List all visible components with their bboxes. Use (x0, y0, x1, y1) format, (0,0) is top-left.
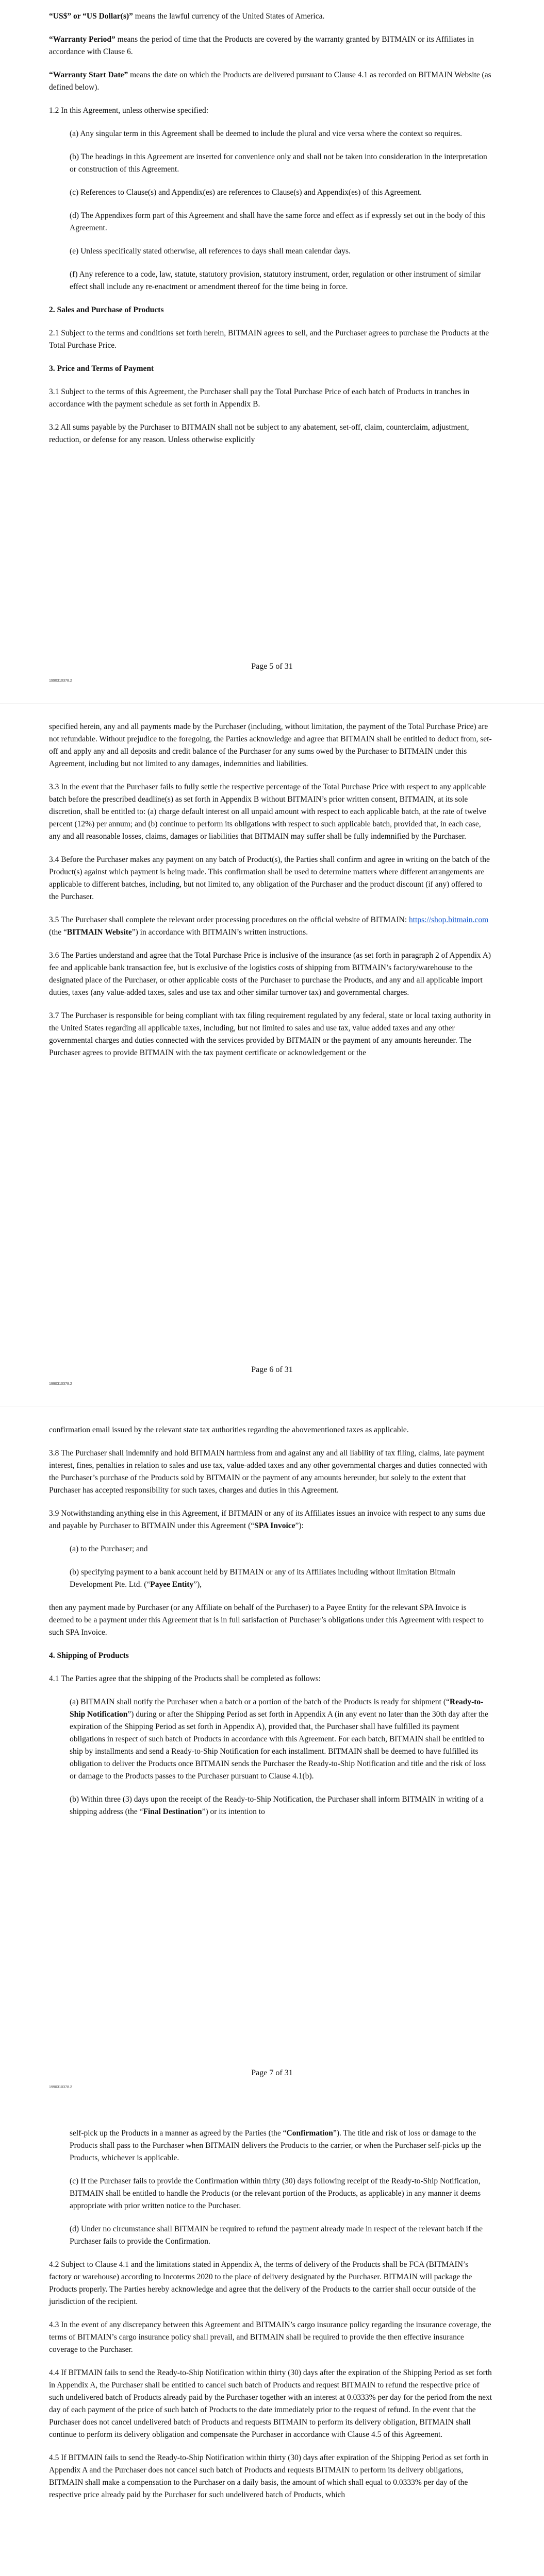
clause-paragraph: 4.5 If BITMAIN fails to send the Ready-to-Ship Notification within thirty (30) days after expiration of the Shipping Period as set forth in Appendix A and the Purchaser does not cancel such batch of Products and requests BITMAIN to perform its delivery obligations, BITMAIN shall make a compensation to the Purchaser on a daily basis, the amount of which shall equal to 0.0333% per day of the respective price already paid by the Purchaser for such undelivered batch of Products, which (49, 2453, 488, 2499)
sub-clause-paragraph: (a) to the Purchaser; and (70, 1545, 148, 1553)
clause-paragraph: 3.1 Subject to the terms of this Agreement, the Purchaser shall pay the Total Purchase Price of each batch of Products in tranches in accordance with the payment schedule as set forth in Appendix B. (49, 387, 470, 409)
clause-paragraph: 4.2 Subject to Clause 4.1 and the limitations stated in Appendix A, the terms of delivery of the Products shall be FCA (BITMAIN’s factory or warehouse) according to Incoterms 2020 to the place of delivery designated by the Purchaser. BITMAIN will package the Products properly. The Parties hereby acknowledge and agree that the delivery of the Products to the carrier shall occur outside of the jurisdiction of the recipient. (49, 2260, 476, 2306)
document-id-footer: 1990310378.2 (49, 2086, 72, 2089)
sub-clause-paragraph (70, 1696, 492, 1783)
page-content (49, 1424, 492, 1829)
sub-clause-paragraph: (c) If the Purchaser fails to provide the Confirmation within thirty (30) days following receipt of the Ready-to-Ship Notification, BITMAIN shall be entitled to handle the Products (or the relevant portion of the Products, as applicable) in any manner it deems appropriate with prior written notice to the Purchaser. (70, 2177, 481, 2210)
sub-clause-paragraph (70, 1793, 492, 1818)
section-heading: 3. Price and Terms of Payment (49, 364, 154, 373)
page-number: Page 7 of 31 (251, 2069, 293, 2077)
defined-term: Ready-to-Ship Notification (70, 1698, 484, 1719)
document-page (0, 703, 544, 1406)
clause-paragraph: 3.6 The Parties understand and agree that the Total Purchase Price is inclusive of the insurance (as set forth in paragraph 2 of Appendix A) fee and applicable bank transaction fee, but is exclusive of the logistics costs of shipping from BITMAIN’s factory/warehouse to the designated place of the Purchaser, or other applicable costs of the Purchaser to purchase the Products, and any and all applicable import duties, taxes (any value-added taxes, sales and use tax and other similar turnover tax) and governmental charges. (49, 951, 491, 997)
definition-text: means the date on which the Products are delivered pursuant to Clause 4.1 as recorded on BITMAIN Website (as defined below). (49, 71, 491, 92)
clause-text: 3.9 Notwithstanding anything else in this Agreement, if BITMAIN or any of its Affiliates issues an invoice with respect to any sums due and payable by Purchaser to BITMAIN under this Agreement (“ (49, 1509, 486, 1530)
clause-paragraph: 4.3 In the event of any discrepancy between this Agreement and BITMAIN’s cargo insurance policy regarding the insurance coverage, the terms of BITMAIN’s cargo insurance policy shall prevail, and BITMAIN shall be required to provide the then effective insurance coverage to the Purchaser. (49, 2320, 491, 2354)
defined-term: “US$” or “US Dollar(s)” (49, 12, 133, 21)
document-id-footer: 1990310378.2 (49, 679, 72, 683)
sub-clause-paragraph: (c) References to Clause(s) and Appendix(es) are references to Clause(s) and Appendix(es) of this Agreement. (70, 188, 422, 197)
clause-text: (b) specifying payment to a bank account held by BITMAIN or any of its Affiliates including without limitation Bitmain Development Pte. Ltd. (“ (70, 1568, 455, 1589)
clause-paragraph: 1.2 In this Agreement, unless otherwise specified: (49, 106, 209, 115)
clause-text: ”), (193, 1580, 202, 1589)
document-page (0, 2110, 544, 2576)
section-heading: 2. Sales and Purchase of Products (49, 306, 164, 314)
bitmain-website-link[interactable]: https://shop.bitmain.com (409, 916, 489, 924)
defined-term: “Warranty Start Date” (49, 71, 128, 79)
defined-term: Payee Entity (150, 1580, 194, 1589)
defined-term: Final Destination (143, 1807, 202, 1816)
clause-paragraph: 3.4 Before the Purchaser makes any payment on any batch of Product(s), the Parties shall confirm and agree in writing on the batch of the Product(s) against which payment is being made. This confirmation shall be used to determine matters where different arrangements are applicable to different batches, including, but not limited to, any obligation of the Purchaser and the product discount (if any) offered to the Purchaser. (49, 855, 490, 901)
clause-paragraph: 3.3 In the event that the Purchaser fails to fully settle the respective percentage of the Total Purchase Price with respect to any applicable batch before the prescribed deadline(s) as set forth in Appendix B without BITMAIN’s prior written consent, BITMAIN, at its sole discretion, shall be entitled to: (a) charge default interest on all unpaid amount with respect to each applicable batch, at the rate of twelve percent (12%) per annum; and (b) continue to perform its obligations with respect to such applicable batch, provided that, in each case, any and all reasonable losses, claims, damages or liabilities that BITMAIN may suffer shall be fully indemnified by the Purchaser. (49, 783, 487, 841)
clause-text: 3.5 The Purchaser shall complete the relevant order processing procedures on the official website of BITMAIN: (49, 916, 409, 924)
clause-paragraph: specified herein, any and all payments made by the Purchaser (including, without limitation, the payment of the Total Purchase Price) are not refundable. Without prejudice to the foregoing, the Parties acknowledge and agree that BITMAIN shall be entitled to deduct from, set-off and apply any and all deposits and credit balance of the Purchaser for any sums owed by the Purchaser to BITMAIN under this Agreement, including but not limited to any damages, indemnities and liabilities. (49, 722, 492, 768)
definition-paragraph (49, 33, 492, 58)
clause-text: ”) during or after the Shipping Period as set forth in Appendix A (in any event no later than the 30th day after the expiration of the Shipping Period as set forth in Appendix A), provided that, the Purchaser shall have fulfilled its payment obligations in respect of such batch of Products in accordance with this Agreement. For each batch, BITMAIN shall be entitled to ship by installments and send a Ready-to-Ship Notification for each installment. BITMAIN shall be deemed to have fulfilled its obligation to deliver the Products once BITMAIN sends the Purchaser the Ready-to-Ship Notification and title and the risk of loss or damage to the Products passes to the Purchaser pursuant to Clause 4.1(b). (70, 1710, 488, 1781)
sub-clause-paragraph: (a) Any singular term in this Agreement shall be deemed to include the plural and vice versa where the context so requires. (70, 129, 462, 138)
clause-paragraph: 3.7 The Purchaser is responsible for being compliant with tax filing requirement regulated by any federal, state or local taxing authority in the United States regarding all applicable taxes, including, but not limited to sales and use tax, value added taxes and any other governmental charges and duties connected with the services provided by BITMAIN or the payment of any amounts hereunder. The Purchaser agrees to provide BITMAIN with the tax payment certificate or acknowledgement or the (49, 1011, 491, 1057)
clause-paragraph: 3.8 The Purchaser shall indemnify and hold BITMAIN harmless from and against any and all liability of tax filing, claims, late payment interest, fines, penalties in relation to sales and use tax, value-added taxes and any other governmental charges and duties connected with the Purchaser’s purchase of the Products sold by BITMAIN or the payment of any amounts hereunder, but solely to the extent that Purchaser has accepted responsibility for such taxes, charges and duties in this Agreement. (49, 1449, 487, 1495)
sub-clause-paragraph (70, 1566, 492, 1591)
document-page (0, 0, 544, 703)
clause-text: (a) BITMAIN shall notify the Purchaser when a batch or a portion of the batch of the Products is ready for shipment (“ (70, 1698, 450, 1706)
sub-clause-paragraph (70, 2127, 492, 2164)
clause-text: ”) or its intention to (202, 1807, 265, 1816)
clause-text: ”). The title and risk of loss or damage to the Products shall pass to the Purchaser when BITMAIN delivers the Products to the carrier, or when the Purchaser self-picks up the Products, whichever is applicable. (70, 2129, 481, 2162)
sub-clause-paragraph: (d) Under no circumstance shall BITMAIN be required to refund the payment already made in respect of the relevant batch if the Purchaser fails to provide the Confirmation. (70, 2225, 483, 2246)
page-separator (0, 703, 544, 704)
page-content (49, 721, 492, 1070)
definition-paragraph (49, 10, 492, 23)
clause-paragraph: 2.1 Subject to the terms and conditions set forth herein, BITMAIN agrees to sell, and the Purchaser agrees to purchase the Products at the Total Purchase Price. (49, 329, 489, 350)
clause-paragraph: 3.2 All sums payable by the Purchaser to BITMAIN shall not be subject to any abatement, set-off, claim, counterclaim, adjustment, reduction, or defense for any reason. Unless otherwise explicitly (49, 423, 469, 444)
sub-clause-paragraph: (e) Unless specifically stated otherwise, all references to days shall mean calendar days. (70, 247, 351, 256)
definition-paragraph (49, 69, 492, 94)
clause-paragraph: confirmation email issued by the relevant state tax authorities regarding the abovementioned taxes as applicable. (49, 1426, 409, 1434)
document-id-footer: 1990310378.2 (49, 1382, 72, 1386)
clause-paragraph: then any payment made by Purchaser (or any Affiliate on behalf of the Purchaser) to a Payee Entity for the relevant SPA Invoice is deemed to be a payment under this Agreement that is in full satisfaction of Purchaser’s obligations under this Agreement with respect to such SPA Invoice. (49, 1603, 484, 1637)
clause-text: (the “ (49, 928, 67, 937)
definition-text: means the period of time that the Products are covered by the warranty granted by BITMAIN or its Affiliates in accordance with Clause 6. (49, 35, 474, 56)
clause-text: ”) in accordance with BITMAIN’s written instructions. (131, 928, 308, 937)
clause-paragraph: 4.1 The Parties agree that the shipping of the Products shall be completed as follows: (49, 1674, 321, 1683)
clause-paragraph (49, 914, 492, 939)
clause-paragraph: 4.4 If BITMAIN fails to send the Ready-to-Ship Notification within thirty (30) days after the expiration of the Shipping Period as set forth in Appendix A, the Purchaser shall be entitled to cancel such batch of Products and request BITMAIN to refund the respective price of such undelivered batch of Products already paid by the Purchaser together with an interest at 0.0333% per day for the period from the next day of each payment of the price of such batch of Products to the date immediately prior to the request of refund. In the event that the Purchaser does not cancel undelivered batch of Products and requests BITMAIN to perform its delivery obligation, BITMAIN shall continue to perform its delivery obligation and compensate the Purchaser in accordance with Clause 4.5 of this Agreement. (49, 2368, 492, 2439)
section-heading: 4. Shipping of Products (49, 1651, 129, 1660)
defined-term: Confirmation (286, 2129, 333, 2138)
definition-text: means the lawful currency of the United States of America. (133, 12, 325, 21)
document-page (0, 1406, 544, 2110)
sub-clause-paragraph: (f) Any reference to a code, law, statute, statutory provision, statutory instrument, order, regulation or other instrument of similar effect shall include any re-enactment or amendment thereof for the time being in force. (70, 270, 481, 291)
page-number: Page 5 of 31 (251, 662, 293, 671)
page-number: Page 6 of 31 (251, 1365, 293, 1374)
clause-text: self-pick up the Products in a manner as agreed by the Parties (the “ (70, 2129, 287, 2138)
defined-term: SPA Invoice (254, 1521, 295, 1530)
sub-clause-paragraph: (d) The Appendixes form part of this Agreement and shall have the same force and effect as if expressly set out in the body of this Agreement. (70, 211, 485, 232)
sub-clause-paragraph: (b) The headings in this Agreement are inserted for convenience only and shall not be taken into consideration in the interpretation or construction of this Agreement. (70, 152, 487, 174)
defined-term: “Warranty Period” (49, 35, 116, 44)
clause-paragraph (49, 1507, 492, 1532)
clause-text: ”): (295, 1521, 304, 1530)
page-content (49, 10, 492, 457)
clause-text: (b) Within three (3) days upon the receipt of the Ready-to-Ship Notification, the Purchaser shall inform BITMAIN in writing of a shipping address (the “ (70, 1795, 484, 1816)
page-content (49, 2127, 492, 2512)
page-separator (0, 1406, 544, 1407)
defined-term: BITMAIN Website (67, 928, 132, 937)
